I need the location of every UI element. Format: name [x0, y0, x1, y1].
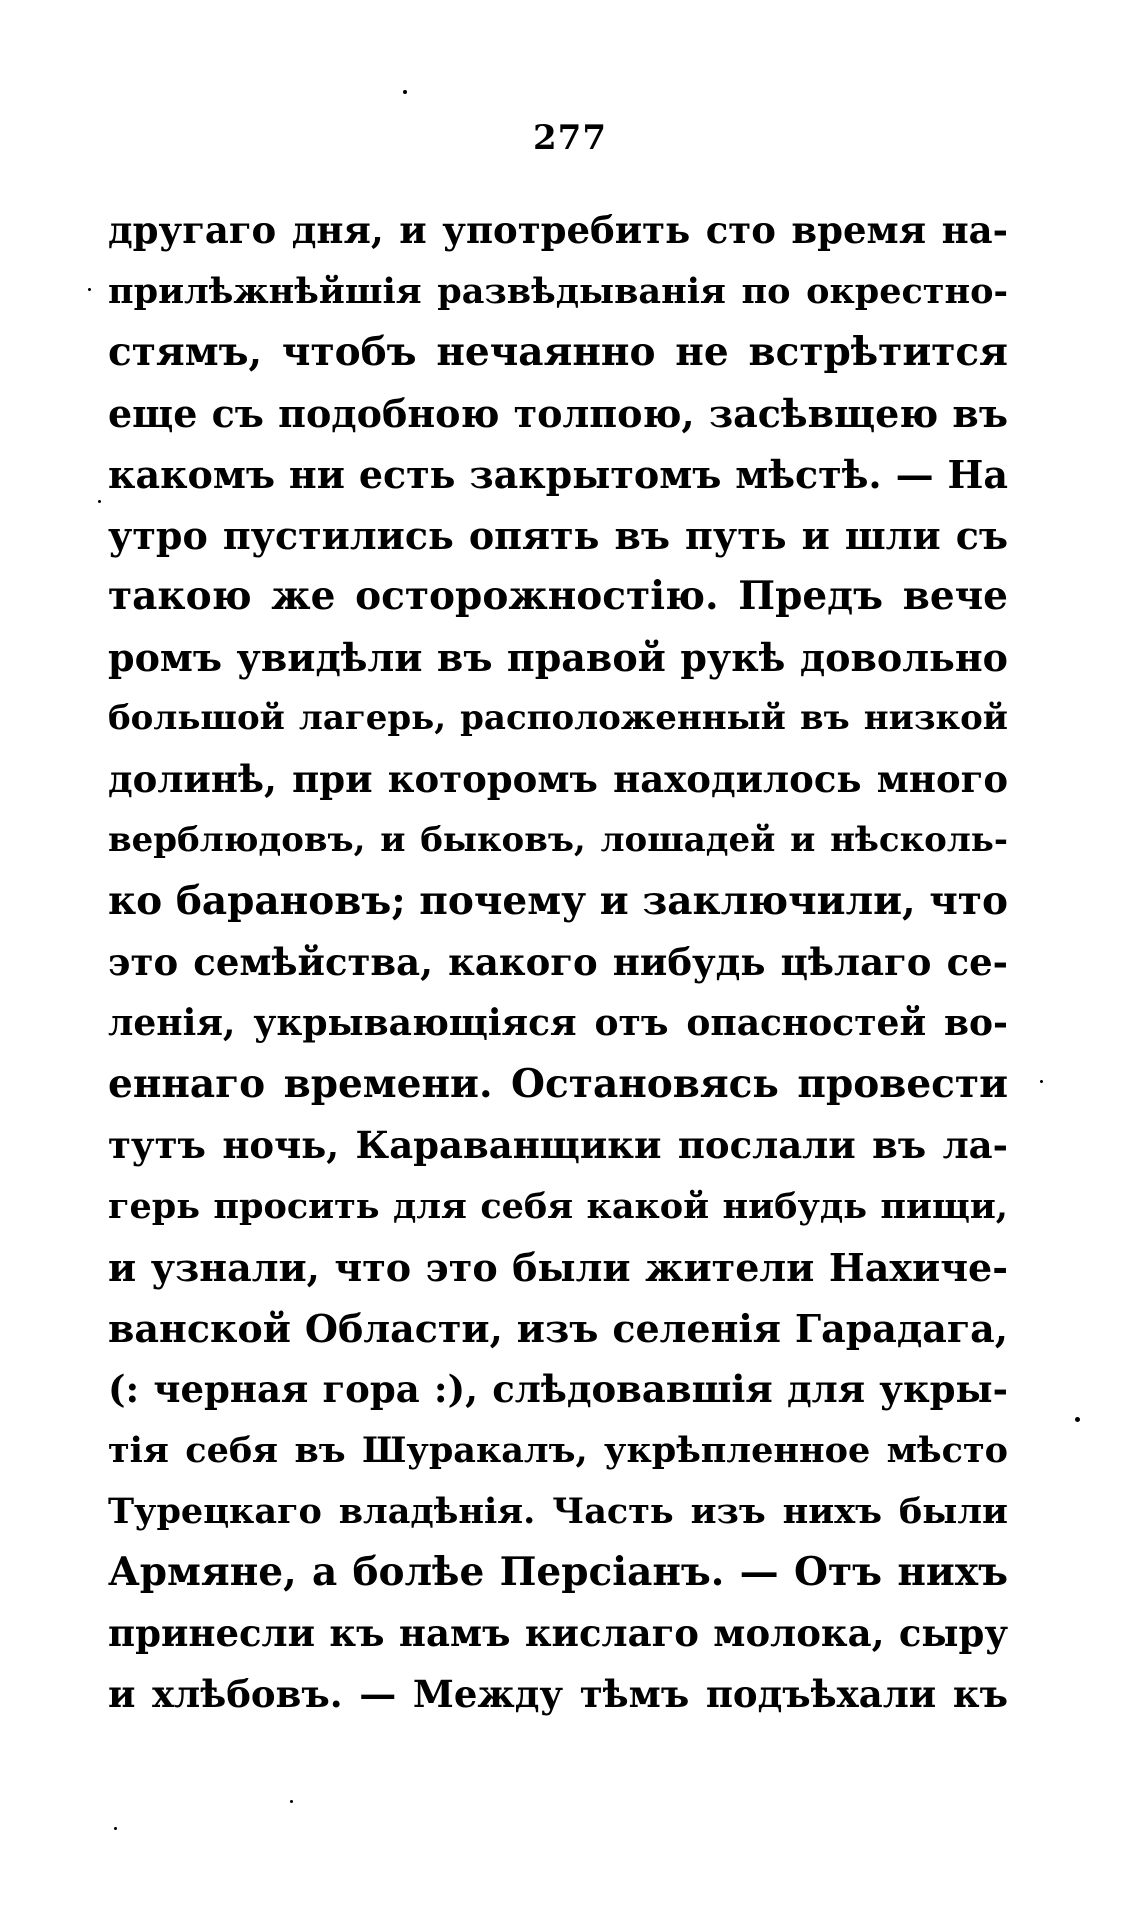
text-line: утро пустились опять въ путь и шли съ	[108, 513, 1008, 558]
text-line: Турецкаго владѣнія. Часть изъ нихъ были	[108, 1491, 1008, 1532]
scan-speck	[290, 1800, 293, 1803]
text-line: и узнали, что это были жители Нахиче-	[108, 1245, 1008, 1290]
text-line: верблюдовъ, и быковъ, лошадей и нѣсколь-	[108, 820, 1008, 860]
text-line: долинѣ, при которомъ находилось много	[108, 757, 1008, 801]
text-line: прилѣжнѣйшія развѣдыванія по окрестно-	[108, 271, 1008, 312]
page-number: 277	[533, 118, 607, 158]
text-line: принесли къ намъ кислаго молока, сыру	[108, 1611, 1008, 1655]
scan-speck	[403, 90, 407, 94]
text-line: ванской Области, изъ селенія Гарадага,	[108, 1306, 1008, 1351]
scan-speck	[1075, 1417, 1080, 1422]
text-line: еще съ подобною толпою, засѣвщею въ	[108, 391, 1008, 436]
text-line: такою же осторожностію. Предъ вече	[108, 573, 1008, 619]
scan-speck	[88, 288, 91, 291]
scan-speck	[1040, 1080, 1043, 1083]
text-line: большой лагерь, расположенный въ низкой	[108, 698, 1008, 738]
scan-speck	[98, 500, 101, 503]
body-text	[108, 200, 1008, 1725]
text-line: (: черная гора :), слѣдовавшія для укры-	[108, 1367, 1008, 1411]
text-line: какомъ ни есть закрытомъ мѣстѣ. — На	[108, 452, 1008, 497]
text-line: стямъ, чтобъ нечаянно не встрѣтится	[108, 329, 1008, 375]
text-line: ленія, укрывающіяся отъ опасностей во-	[108, 1002, 1008, 1044]
text-line: и хлѣбовъ. — Между тѣмъ подъѣхали къ	[108, 1672, 1008, 1716]
text-line: тутъ ночь, Караванщики послали въ ла-	[108, 1123, 1008, 1167]
text-line: другаго дня, и употребить сто время на-	[108, 208, 1008, 252]
text-line: герь просить для себя какой нибудь пищи,	[108, 1186, 1008, 1227]
text-line: Армяне, а болѣе Персіанъ. — Отъ нихъ	[108, 1549, 1008, 1595]
text-line: это семѣйства, какого нибудь цѣлаго се-	[108, 940, 1008, 984]
text-line: ко барановъ; почему и заключили, что	[108, 878, 1008, 924]
text-line: ромъ увидѣли въ правой рукѣ довольно	[108, 635, 1008, 680]
text-line: еннаго времени. Остановясь провести	[108, 1061, 1008, 1107]
text-line: тія себя въ Шуракалъ, укрѣпленное мѣсто	[108, 1430, 1008, 1471]
scan-speck	[114, 1827, 117, 1830]
